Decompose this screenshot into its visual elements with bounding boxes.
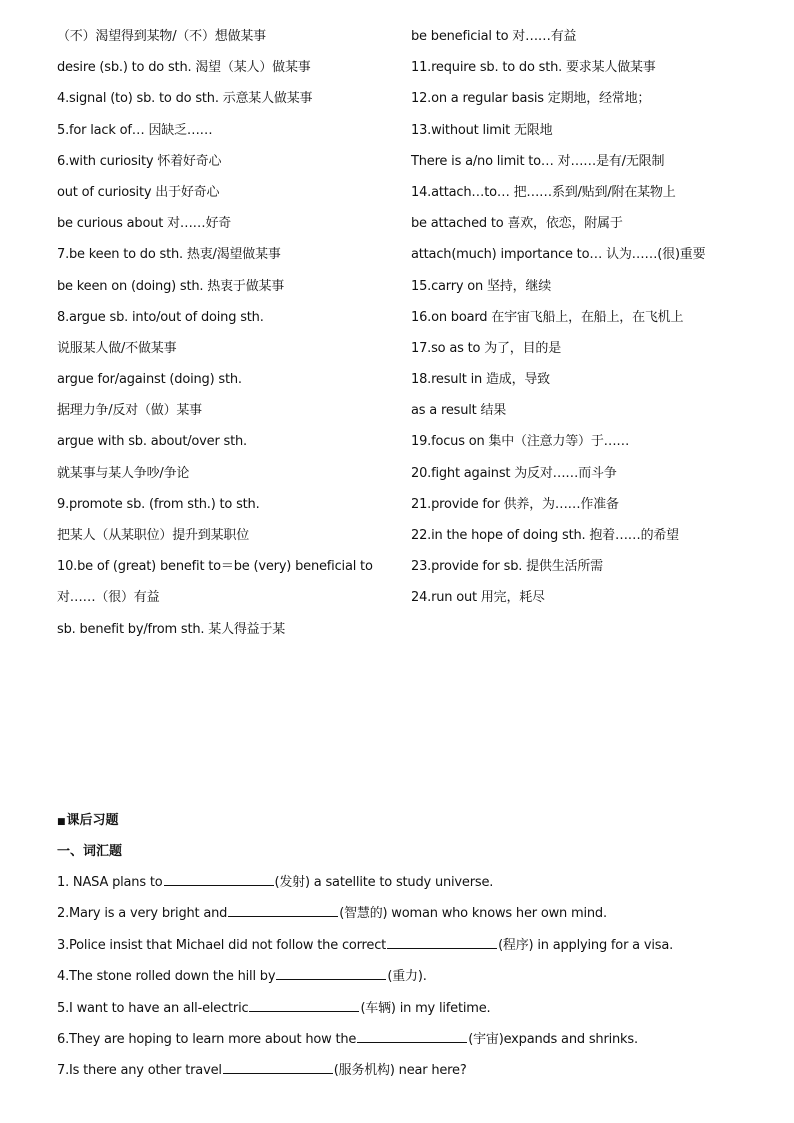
phrase-line: 15.carry on 坚持，继续 [411, 278, 552, 294]
phrase-line: 10.be of (great) benefit to＝be (very) beneficial to [57, 559, 373, 575]
exercise-text-after: (程序) in applying for a visa. [498, 937, 674, 953]
phrase-line: 18.result in 造成，导致 [411, 372, 550, 388]
phrase-line: be keen on (doing) sth. 热衷于做某事 [57, 278, 285, 294]
phrase-line: 7.be keen to do sth. 热衷/渴望做某事 [57, 247, 281, 263]
phrase-line: argue with sb. about/over sth. [57, 434, 247, 450]
phrase-line: as a result 结果 [411, 403, 507, 419]
phrase-line: argue for/against (doing) sth. [57, 372, 242, 388]
square-bullet-icon: ■ [57, 817, 66, 827]
exercise-item [57, 870, 757, 901]
phrase-line: 4.signal (to) sb. to do sth. 示意某人做某事 [57, 91, 313, 107]
phrase-line: 8.argue sb. into/out of doing sth. [57, 309, 264, 325]
exercise-text-after: (服务机构) near here? [333, 1063, 467, 1079]
phrase-line: 19.focus on 集中（注意力等）于…… [411, 434, 630, 450]
exercise-item [57, 1058, 757, 1089]
phrase-line: 据理力争/反对（做）某事 [57, 403, 202, 419]
exercise-item [57, 933, 757, 964]
phrase-line: 12.on a regular basis 定期地，经常地； [411, 91, 651, 107]
phrase-line: 把某人（从某职位）提升到某职位 [57, 528, 250, 543]
phrase-line: sb. benefit by/from sth. 某人得益于某 [57, 621, 286, 637]
right-column [411, 24, 751, 617]
subsection-title: 一、词汇题 [57, 844, 123, 859]
answer-blank[interactable] [228, 902, 338, 917]
exercise-item [57, 901, 757, 932]
phrase-line: be beneficial to 对……有益 [411, 29, 577, 44]
exercise-text-after: (宇宙)expands and shrinks. [468, 1031, 638, 1047]
phrase-line: 说服某人做/不做某事 [57, 340, 177, 356]
phrase-line: 5.for lack of… 因缺乏…… [57, 122, 213, 138]
exercise-text-after: (智慧的) woman who knows her own mind. [339, 906, 607, 922]
exercise-text-before: 1. NASA plans to [57, 875, 163, 890]
answer-blank[interactable] [357, 1028, 467, 1043]
answer-blank[interactable] [223, 1059, 333, 1074]
phrase-line: attach(much) importance to… 认为……(很)重要 [411, 247, 706, 263]
answer-blank[interactable] [387, 934, 497, 949]
exercise-text-after: (车辆) in my lifetime. [360, 1000, 491, 1016]
phrase-line: 14.attach…to… 把……系到/贴到/附在某物上 [411, 184, 676, 200]
exercise-text-before: 3.Police insist that Michael did not follow the correct [57, 937, 387, 953]
phrase-line: out of curiosity 出于好奇心 [57, 184, 220, 200]
phrase-line: 17.so as to 为了，目的是 [411, 340, 561, 356]
phrase-line: There is a/no limit to… 对……是有/无限制 [411, 153, 665, 169]
exercise-text-before: 6.They are hoping to learn more about how the [57, 1031, 357, 1047]
exercise-item [57, 996, 757, 1027]
answer-blank[interactable] [276, 965, 386, 980]
phrase-line: 11.require sb. to do sth. 要求某人做某事 [411, 60, 656, 76]
phrase-line: desire (sb.) to do sth. 渴望（某人）做某事 [57, 60, 311, 76]
phrase-line: be curious about 对……好奇 [57, 216, 232, 232]
exercise-text-before: 2.Mary is a very bright and [57, 906, 228, 922]
phrase-line: 就某事与某人争吵/争论 [57, 465, 190, 481]
phrase-line: 22.in the hope of doing sth. 抱着……的希望 [411, 528, 679, 543]
phrase-line: （不）渴望得到某物/（不）想做某事 [57, 29, 266, 44]
exercise-item [57, 964, 757, 995]
section-title: 课后习题 [66, 813, 119, 828]
exercise-text-before: 4.The stone rolled down the hill by [57, 969, 276, 985]
phrase-line: 20.fight against 为反对……而斗争 [411, 465, 617, 481]
phrase-line: be attached to 喜欢，依恋，附属于 [411, 216, 623, 232]
phrase-line: 13.without limit 无限地 [411, 122, 553, 138]
section-heading [57, 808, 757, 839]
phrase-line: 24.run out 用完，耗尽 [411, 590, 545, 606]
exercises-section [57, 808, 757, 1090]
phrase-line: 9.promote sb. (from sth.) to sth. [57, 496, 260, 512]
answer-blank[interactable] [164, 871, 274, 886]
phrase-line: 23.provide for sb. 提供生活所需 [411, 559, 603, 575]
phrase-line: 16.on board 在宇宙飞船上，在船上，在飞机上 [411, 309, 684, 325]
exercise-text-after: (发射) a satellite to study universe. [274, 875, 494, 890]
answer-blank[interactable] [249, 997, 359, 1012]
phrase-line: 6.with curiosity 怀着好奇心 [57, 153, 222, 169]
exercise-text-before: 7.Is there any other travel [57, 1063, 222, 1079]
exercise-text-before: 5.I want to have an all-electric [57, 1000, 249, 1016]
exercise-item [57, 1027, 757, 1058]
phrase-line: 21.provide for 供养，为……作准备 [411, 496, 619, 512]
phrase-line: 对……（很）有益 [57, 590, 160, 606]
exercise-text-after: (重力). [387, 969, 427, 985]
left-column [57, 24, 387, 648]
